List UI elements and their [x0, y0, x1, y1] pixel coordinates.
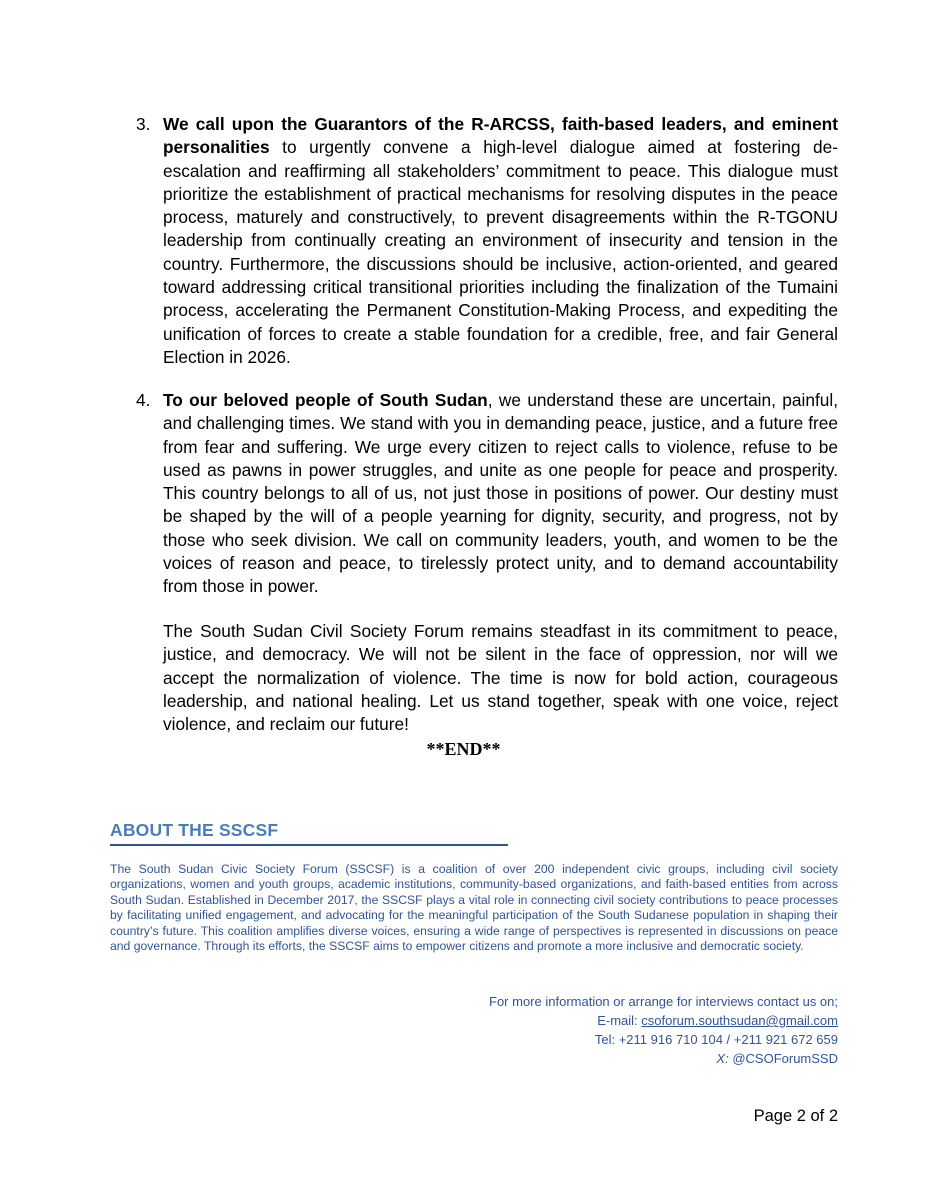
- list-item-bold-lead: To our beloved people of South Sudan: [163, 390, 488, 410]
- list-item-body: , we understand these are uncertain, painful, and challenging times. We stand with you in demanding peace, justice, and a future free from fear and suffering. We urge every citizen to reject calls to violence, refuse to be used as pawns in power struggles, and unite as one people for peace and prosperity. This country belongs to all of us, not just those in positions of power. Our destiny must be shaped by the will of a people yearning for dignity, security, and progress, not by those who seek division. We call on community leaders, youth, and women to be the voices of reason and peace, to tirelessly protect unity, and to demand accountability from those in power.: [163, 390, 838, 597]
- list-item-4: [136, 389, 838, 599]
- contact-x-line: [489, 1049, 838, 1068]
- x-label: X:: [716, 1051, 729, 1066]
- list-number: 3.: [136, 114, 151, 134]
- contact-email-line: [489, 1011, 838, 1030]
- contact-tel: Tel: +211 916 710 104 / +211 921 672 659: [594, 1032, 838, 1047]
- list-item-body: to urgently convene a high-level dialogue aimed at fostering de-escalation and reaffirming all stakeholders’ commitment to peace. This dialogue must prioritize the establishment of practical mechanisms for resolving disputes in the peace process, maturely and constructively, to prevent disagreements within the R-TGONU leadership from continually creating an environment of insecurity and tension in the country. Furthermore, the discussions should be inclusive, action-oriented, and geared toward addressing critical transitional priorities including the finalization of the Tumaini process, accelerating the Permanent Constitution-Making Process, and expediting the unification of forces to create a stable foundation for a credible, free, and fair General Election in 2026.: [163, 137, 838, 367]
- end-marker: **END**: [426, 739, 501, 759]
- x-handle: @CSOForumSSD: [728, 1051, 838, 1066]
- contact-intro: For more information or arrange for interviews contact us on;: [489, 994, 838, 1009]
- email-link[interactable]: csoforum.southsudan@gmail.com: [641, 1013, 838, 1028]
- about-paragraph: The South Sudan Civic Society Forum (SSCSF) is a coalition of over 200 independent civic groups, including civil society organizations, women and youth groups, academic institutions, community-based organizations, and faith-based entities from across South Sudan. Established in December 2017, the SSCSF plays a vital role in connecting civil society contributions to peace processes by facilitating unified engagement, and advocating for the meaningful participation of the South Sudanese population in shaping their country’s future. This coalition amplifies diverse voices, ensuring a wide range of perspectives is represented in discussions on peace and governance. Through its efforts, the SSCSF aims to empower citizens and promote a more inclusive and democratic society.: [110, 862, 838, 954]
- list-item-text: [163, 389, 838, 599]
- list-item-3: [136, 113, 838, 369]
- about-heading: ABOUT THE SSCSF: [110, 820, 508, 846]
- page-number: Page 2 of 2: [753, 1107, 838, 1125]
- contact-block: [489, 992, 838, 1068]
- list-item-bold-lead: We call upon the Guarantors of the R-ARCSS, faith-based leaders, and eminent personalities: [163, 114, 838, 158]
- email-label: E-mail:: [597, 1013, 642, 1028]
- list-item-text: [163, 113, 838, 369]
- list-number: 4.: [136, 390, 151, 410]
- closing-paragraph: The South Sudan Civil Society Forum remains steadfast in its commitment to peace, justice, and democracy. We will not be silent in the face of oppression, nor will we accept the normalization of violence. The time is now for bold action, courageous leadership, and national healing. Let us stand together, speak with one voice, reject violence, and reclaim our future!: [163, 621, 838, 735]
